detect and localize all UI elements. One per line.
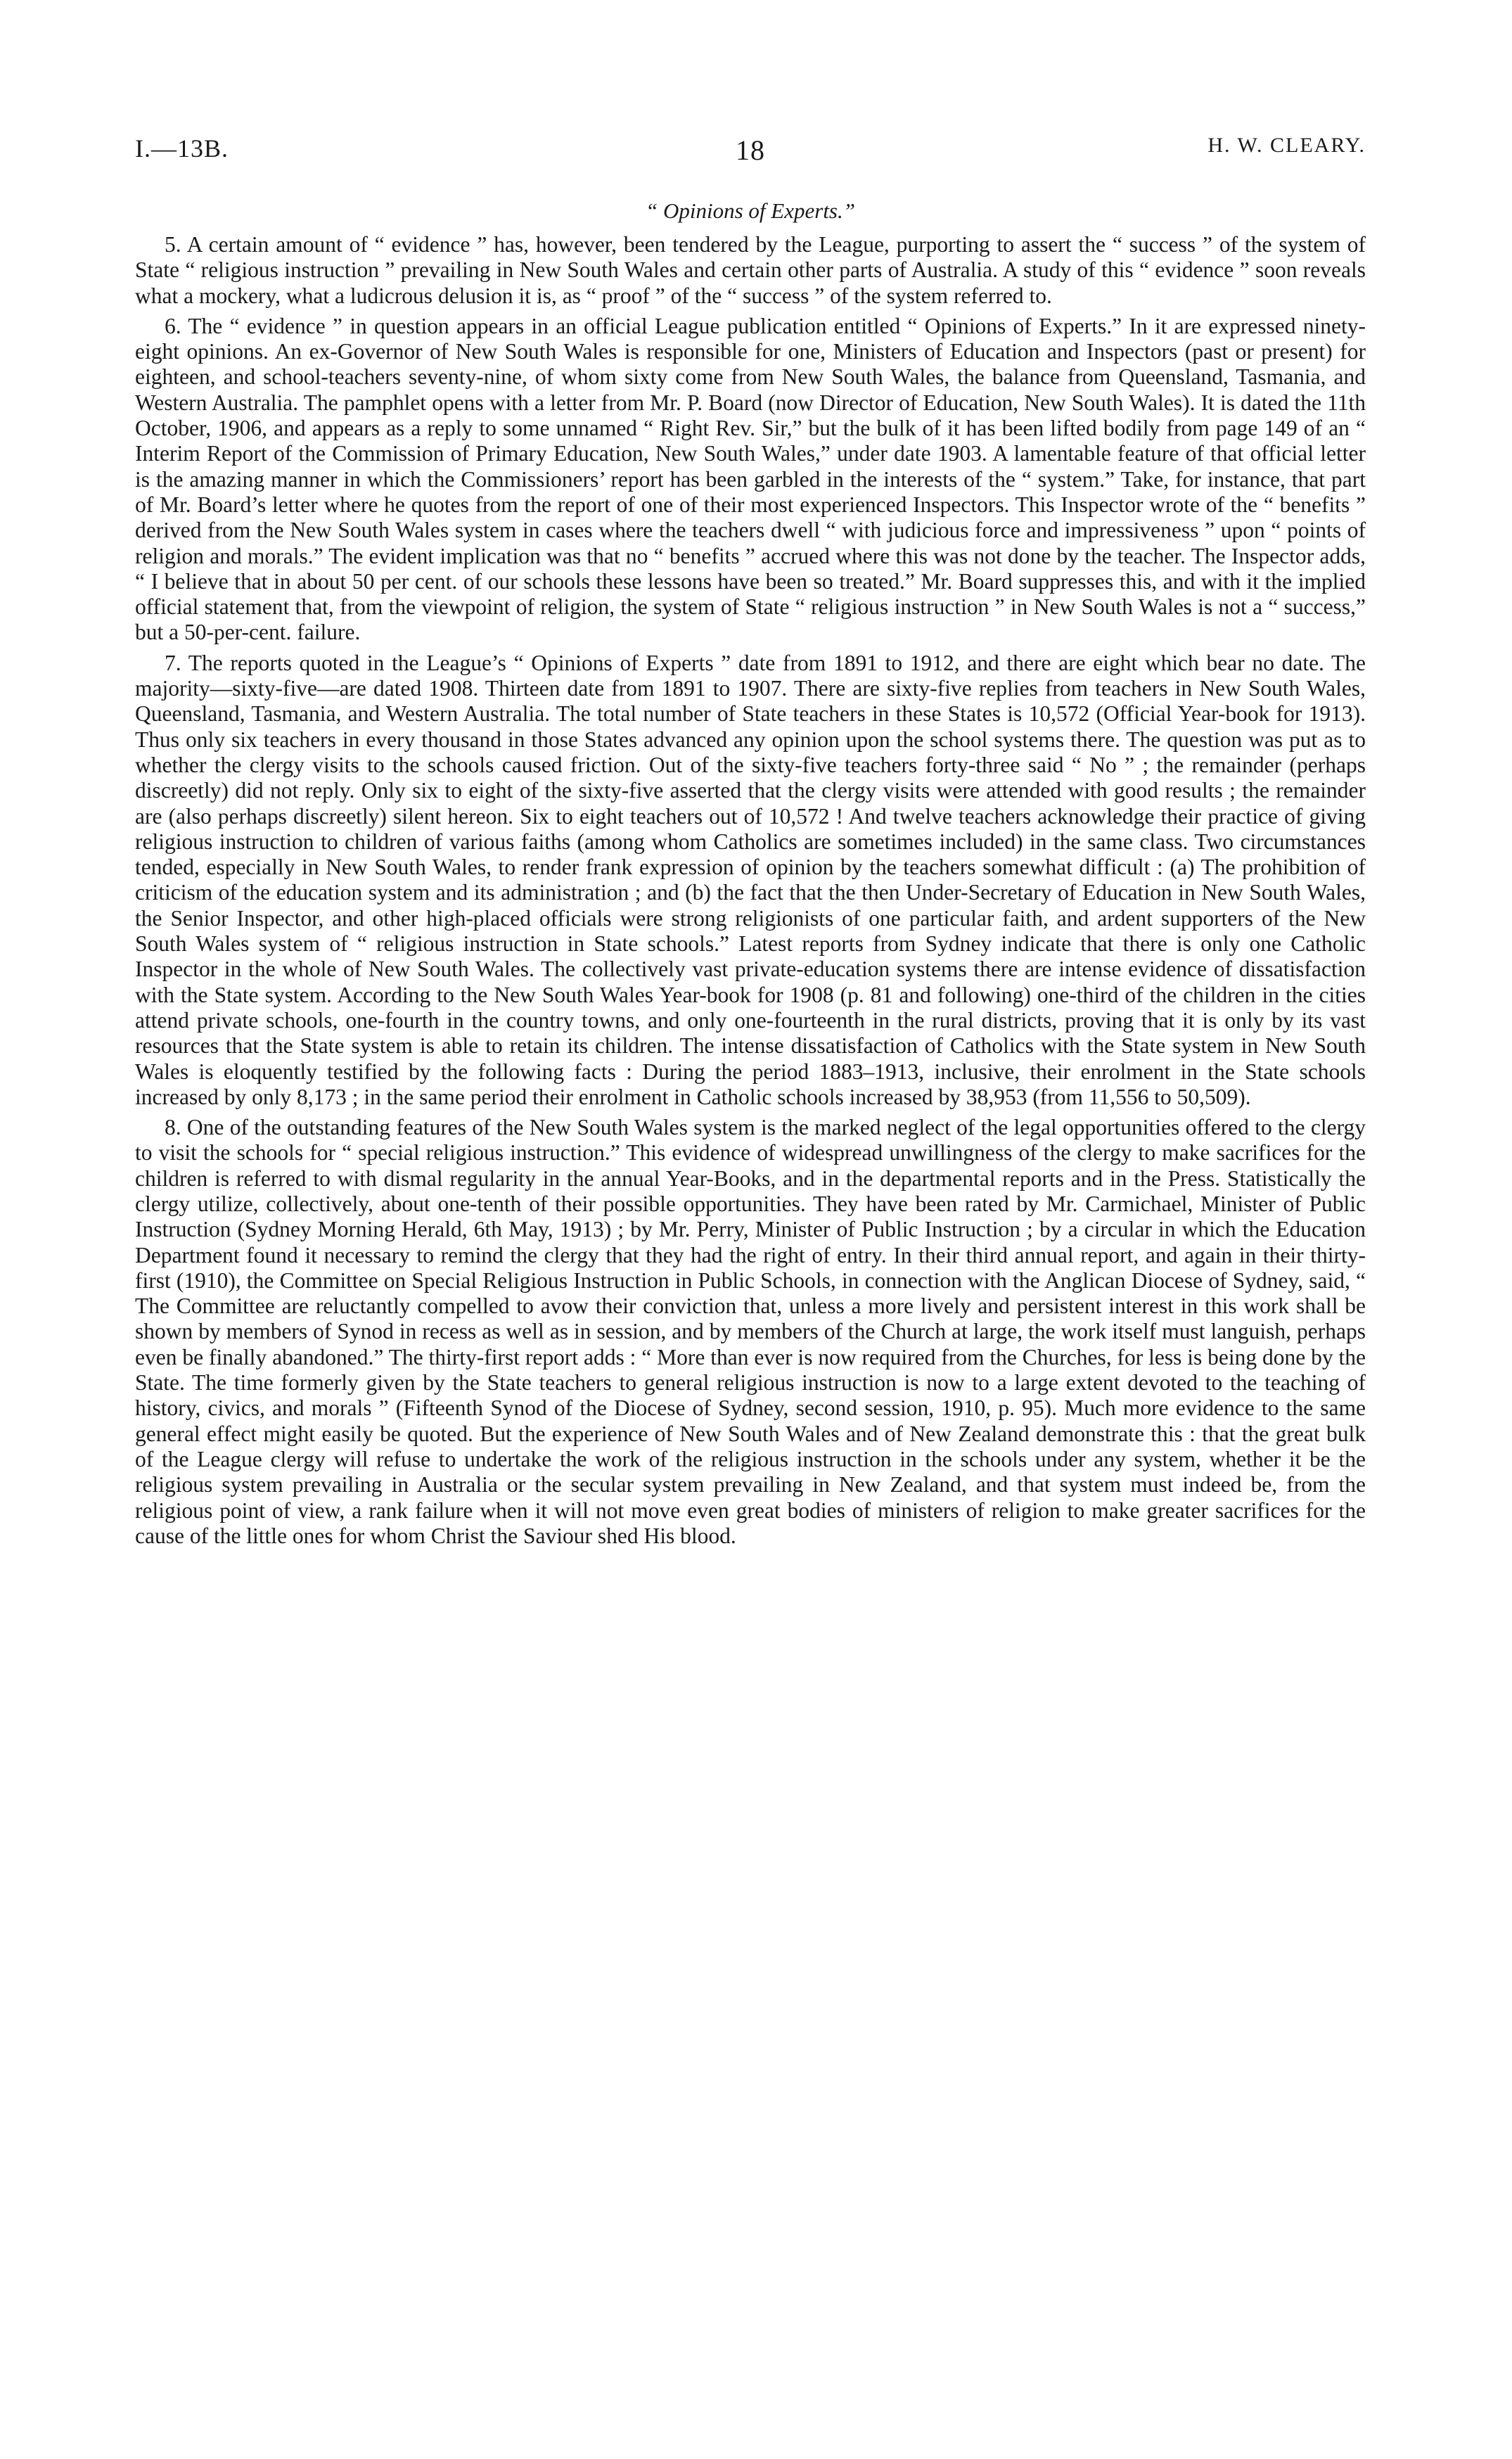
document-reference: I.—13B. — [135, 134, 229, 162]
paragraph-5: 5. A certain amount of “ evidence ” has, however, been tendered by the League, purporting to assert the “ success ” of the system of State “ religious instruction ” prevailing in New South Wales and certain other parts of Australia. A study of this “ evidence ” soon reveals what a mockery, what a ludicrous delusion it is, as “ proof ” of the “ success ” of the system referred to. — [135, 232, 1366, 308]
section-title: “ Opinions of Experts.” — [646, 198, 855, 223]
author-name: H. W. CLEARY. — [1207, 134, 1366, 157]
paragraph-8: 8. One of the outstanding features of the New South Wales system is the marked neglect of the legal opportunities offered to the clergy to visit the schools for “ special religious instruction.” This evidence of widespread unwillingness of the clergy to make sacrifices for the children is referred to with dismal regularity in the annual Year-Books, and in the departmental reports and in the Press. Statistically the clergy utilize, collectively, about one-tenth of their possible opportunities. They have been rated by Mr. Carmichael, Minister of Public Instruction (Sydney Morning Herald, 6th May, 1913) ; by Mr. Perry, Minister of Public Instruction ; by a circular in which the Education Department found it necessary to remind the clergy that they had the right of entry. In their third annual report, and again in their thirty-first (1910), the Committee on Special Religious Instruction in Public Schools, in connection with the Anglican Diocese of Sydney, said, “ The Committee are reluctantly compelled to avow their conviction that, unless a more lively and persistent interest in this work shall be shown by members of Synod in recess as well as in session, and by members of the Church at large, the work itself must languish, perhaps even be finally abandoned.” The thirty-first report adds : “ More than ever is now required from the Churches, for less is being done by the State. The time formerly given by the State teachers to general religious instruction is now to a large extent devoted to the teaching of history, civics, and morals ” (Fifteenth Synod of the Diocese of Sydney, second session, 1910, p. 95). Much more evidence to the same general effect might easily be quoted. But the experience of New South Wales and of New Zealand demonstrate this : that the great bulk of the League clergy will refuse to undertake the work of the religious instruction in the schools under any system, whether it be the religious system prevailing in Australia or the secular system prevailing in New Zealand, and that system must indeed be, from the religious point of view, a rank failure when it will not move even great bodies of ministers of religion to make greater sacrifices for the cause of the little ones for whom Christ the Saviour shed His blood. — [135, 1115, 1366, 1548]
page-number: 18 — [736, 134, 765, 166]
body-text — [135, 232, 1366, 1549]
running-header — [135, 134, 1366, 169]
document-page — [135, 0, 1366, 2459]
paragraph-7: 7. The reports quoted in the League’s “ Opinions of Experts ” date from 1891 to 1912, and there are eight which bear no date. The majority—sixty-five—are dated 1908. Thirteen date from 1891 to 1907. There are sixty-five replies from teachers in New South Wales, Queensland, Tasmania, and Western Australia. The total number of State teachers in these States is 10,572 (Official Year-book for 1913). Thus only six teachers in every thousand in those States advanced any opinion upon the school systems there. The question was put as to whether the clergy visits to the schools caused friction. Out of the sixty-five teachers forty-three said “ No ” ; the remainder (perhaps discreetly) did not reply. Only six to eight of the sixty-five asserted that the clergy visits were attended with good results ; the remainder are (also perhaps discreetly) silent hereon. Six to eight teachers out of 10,572 ! And twelve teachers acknowledge their practice of giving religious instruction to children of various faiths (among whom Catholics are sometimes included) in the same class. Two circumstances tended, especially in New South Wales, to render frank expression of opinion by the teachers somewhat difficult : (a) The prohibition of criticism of the education system and its administration ; and (b) the fact that the then Under-Secretary of Education in New South Wales, the Senior Inspector, and other high-placed officials were strong religionists of one particular faith, and ardent supporters of the New South Wales system of “ religious instruction in State schools.” Latest reports from Sydney indicate that there is only one Catholic Inspector in the whole of New South Wales. The collectively vast private-education systems there are intense evidence of dissatisfaction with the State system. According to the New South Wales Year-book for 1908 (p. 81 and following) one-third of the children in the cities attend private schools, one-fourth in the country towns, and only one-fourteenth in the rural districts, proving that it is only by its vast resources that the State system is able to retain its children. The intense dissatisfaction of Catholics with the State system in New South Wales is eloquently testified by the following facts : During the period 1883–1913, inclusive, their enrolment in the State schools increased by only 8,173 ; in the same period their enrolment in Catholic schools increased by 38,953 (from 11,556 to 50,509). — [135, 650, 1366, 1109]
paragraph-6: 6. The “ evidence ” in question appears in an official League publication entitled “ Opinions of Experts.” In it are expressed ninety-eight opinions. An ex-Governor of New South Wales is responsible for one, Ministers of Education and Inspectors (past or present) for eighteen, and school-teachers seventy-nine, of whom sixty come from New South Wales, the balance from Queensland, Tasmania, and Western Australia. The pamphlet opens with a letter from Mr. P. Board (now Director of Education, New South Wales). It is dated the 11th October, 1906, and appears as a reply to some unnamed “ Right Rev. Sir,” but the bulk of it has been lifted bodily from page 149 of an “ Interim Report of the Commission of Primary Education, New South Wales,” under date 1903. A lamentable feature of that official letter is the amazing manner in which the Commissioners’ report has been garbled in the interests of the “ system.” Take, for instance, that part of Mr. Board’s letter where he quotes from the report of one of their most experienced Inspectors. This Inspector wrote of the “ benefits ” derived from the New South Wales system in cases where the teachers dwell “ with judicious force and impressiveness ” upon “ points of religion and morals.” The evident implication was that no “ benefits ” accrued where this was not done by the teacher. The Inspector adds, “ I believe that in about 50 per cent. of our schools these lessons have been so treated.” Mr. Board suppresses this, and with it the implied official statement that, from the viewpoint of religion, the system of State “ religious instruction ” in New South Wales is not a “ success,” but a 50-per-cent. failure. — [135, 313, 1366, 645]
